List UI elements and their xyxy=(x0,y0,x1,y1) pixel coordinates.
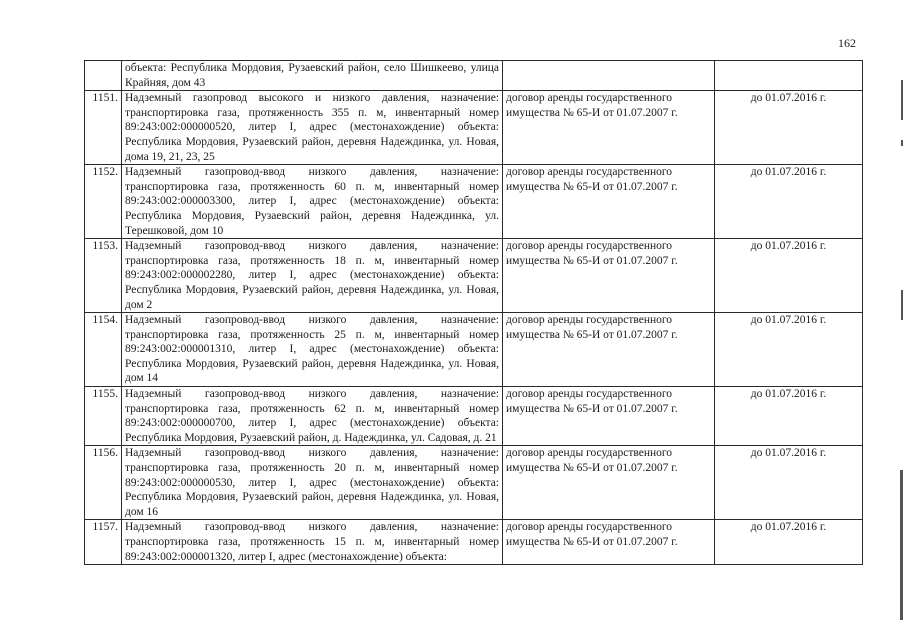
row-number: 1154. xyxy=(85,313,122,387)
term-date: до 01.07.2016 г. xyxy=(715,91,863,165)
term-date: до 01.07.2016 г. xyxy=(715,165,863,239)
object-description: Надземный газопровод-ввод низкого давления, назначение: транспортировка газа, протяженность 18 п. м, инвентарный номер 89:243:002:000002280, литер I, адрес (местонахождение) объекта: Республика Мордовия, Рузаевский район, деревня Надеждинка, ул. Новая, дом 2 xyxy=(122,239,503,313)
row-number: 1157. xyxy=(85,520,122,565)
object-description: Надземный газопровод высокого и низкого давления, назначение: транспортировка газа, протяженность 355 п. м, инвентарный номер 89:243:002:000000520, литер I, адрес (местонахождение) объекта: Республика Мордовия, Рузаевский район, деревня Надеждинка, ул. Новая, дома 19, 21, 23, 25 xyxy=(122,91,503,165)
table-row xyxy=(85,61,863,91)
basis-document: договор аренды государственного имущества № 65-И от 01.07.2007 г. xyxy=(503,239,715,313)
object-description: Надземный газопровод-ввод низкого давления, назначение: транспортировка газа, протяженность 62 п. м, инвентарный номер 89:243:002:000000700, литер I, адрес (местонахождение) объекта: Республика Мордовия, Рузаевский район, д. Надеждинка, ул. Садовая, д. 21 xyxy=(122,387,503,446)
table-row xyxy=(85,239,863,313)
object-description: Надземный газопровод-ввод низкого давления, назначение: транспортировка газа, протяженность 25 п. м, инвентарный номер 89:243:002:000001310, литер I, адрес (местонахождение) объекта: Республика Мордовия, Рузаевский район, деревня Надеждинка, ул. Новая, дом 14 xyxy=(122,313,503,387)
table-row xyxy=(85,387,863,446)
table-row xyxy=(85,313,863,387)
row-number: 1156. xyxy=(85,446,122,520)
basis-document xyxy=(503,61,715,91)
table-row xyxy=(85,165,863,239)
row-number: 1152. xyxy=(85,165,122,239)
term-date: до 01.07.2016 г. xyxy=(715,387,863,446)
term-date: до 01.07.2016 г. xyxy=(715,520,863,565)
row-number: 1155. xyxy=(85,387,122,446)
row-number: 1153. xyxy=(85,239,122,313)
object-description: Надземный газопровод-ввод низкого давления, назначение: транспортировка газа, протяженность 20 п. м, инвентарный номер 89:243:002:000000530, литер I, адрес (местонахождение) объекта: Республика Мордовия, Рузаевский район, деревня Надеждинка, ул. Новая, дом 16 xyxy=(122,446,503,520)
object-description: Надземный газопровод-ввод низкого давления, назначение: транспортировка газа, протяженность 15 п. м, инвентарный номер 89:243:002:000001320, литер I, адрес (местонахождение) объекта: xyxy=(122,520,503,565)
property-registry-table xyxy=(84,60,863,565)
object-description: Надземный газопровод-ввод низкого давления, назначение: транспортировка газа, протяженность 60 п. м, инвентарный номер 89:243:002:000003300, литер I, адрес (местонахождение) объекта: Республика Мордовия, Рузаевский район, деревня Надеждинка, ул. Терешковой, дом 10 xyxy=(122,165,503,239)
scan-edge-artifact xyxy=(895,0,905,640)
basis-document: договор аренды государственного имущества № 65-И от 01.07.2007 г. xyxy=(503,520,715,565)
row-number: 1151. xyxy=(85,91,122,165)
table-row xyxy=(85,91,863,165)
term-date xyxy=(715,61,863,91)
basis-document: договор аренды государственного имущества № 65-И от 01.07.2007 г. xyxy=(503,165,715,239)
basis-document: договор аренды государственного имущества № 65-И от 01.07.2007 г. xyxy=(503,446,715,520)
table-row xyxy=(85,520,863,565)
term-date: до 01.07.2016 г. xyxy=(715,446,863,520)
row-number xyxy=(85,61,122,91)
table-row xyxy=(85,446,863,520)
basis-document: договор аренды государственного имущества № 65-И от 01.07.2007 г. xyxy=(503,91,715,165)
basis-document: договор аренды государственного имущества № 65-И от 01.07.2007 г. xyxy=(503,387,715,446)
object-description: объекта: Республика Мордовия, Рузаевский район, село Шишкеево, улица Крайняя, дом 43 xyxy=(122,61,503,91)
page-number: 162 xyxy=(838,36,856,50)
term-date: до 01.07.2016 г. xyxy=(715,313,863,387)
basis-document: договор аренды государственного имущества № 65-И от 01.07.2007 г. xyxy=(503,313,715,387)
term-date: до 01.07.2016 г. xyxy=(715,239,863,313)
